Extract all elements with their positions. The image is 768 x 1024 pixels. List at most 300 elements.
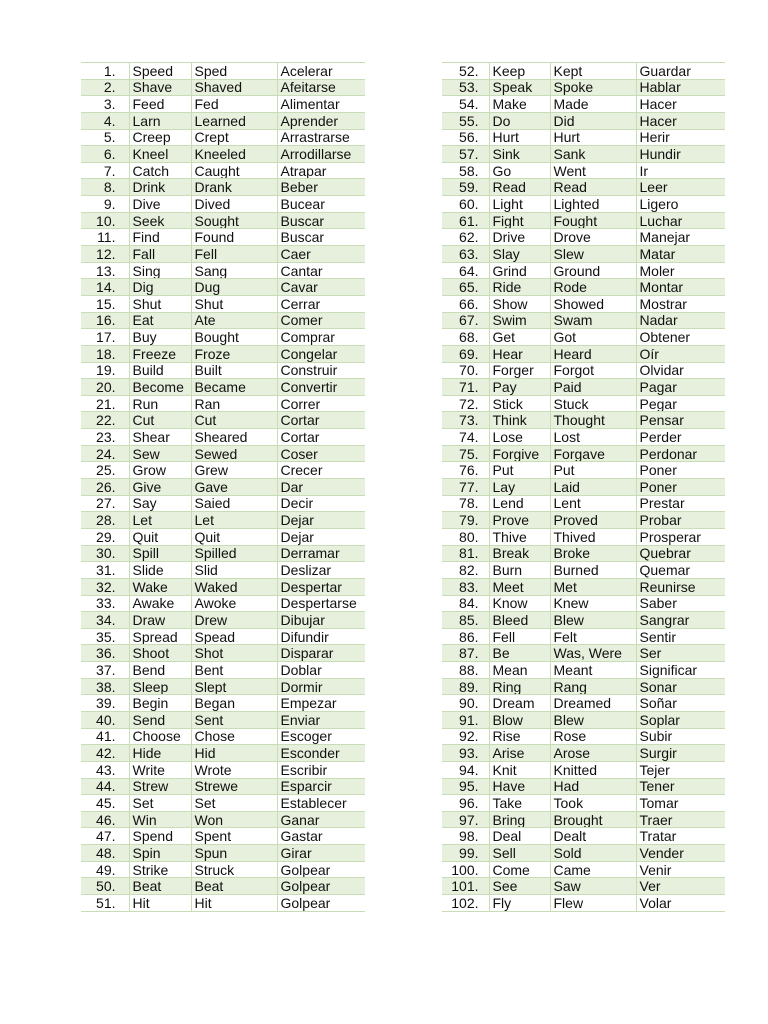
spanish-translation: Tomar (636, 795, 725, 812)
verb-base-form: Fell (489, 628, 550, 645)
table-row (442, 811, 725, 828)
row-number: 7. (81, 162, 129, 179)
verb-base-form: Bend (129, 662, 191, 679)
table-row (442, 711, 725, 728)
row-number: 23. (81, 429, 129, 446)
spanish-translation: Ligero (636, 196, 725, 213)
row-number: 96. (442, 795, 489, 812)
table-row (81, 828, 365, 845)
verb-past-form: Sent (191, 711, 277, 728)
row-number: 101. (442, 878, 489, 895)
spanish-translation: Sangrar (636, 612, 725, 629)
row-number: 9. (81, 196, 129, 213)
table-row (81, 262, 365, 279)
table-row (442, 362, 725, 379)
spanish-translation: Girar (277, 845, 365, 862)
verb-past-form: Learned (191, 112, 277, 129)
table-row (442, 212, 725, 229)
table-row (442, 562, 725, 579)
row-number: 98. (442, 828, 489, 845)
verb-base-form: Freeze (129, 345, 191, 362)
row-number: 83. (442, 578, 489, 595)
verb-table-right (442, 62, 725, 912)
table-row (442, 761, 725, 778)
verb-past-form: Became (191, 379, 277, 396)
table-row (442, 395, 725, 412)
spanish-translation: Cerrar (277, 295, 365, 312)
row-number: 10. (81, 212, 129, 229)
verb-past-form: Sought (191, 212, 277, 229)
verb-past-form: Drove (550, 229, 636, 246)
verb-base-form: Rise (489, 728, 550, 745)
row-number: 75. (442, 445, 489, 462)
spanish-translation: Tener (636, 778, 725, 795)
spanish-translation: Dormir (277, 678, 365, 695)
row-number: 80. (442, 528, 489, 545)
row-number: 25. (81, 462, 129, 479)
table-row (442, 845, 725, 862)
verb-past-form: Ate (191, 312, 277, 329)
spanish-translation: Golpear (277, 861, 365, 878)
spanish-translation: Prestar (636, 495, 725, 512)
spanish-translation: Quebrar (636, 545, 725, 562)
table-row (81, 728, 365, 745)
verb-base-form: Be (489, 645, 550, 662)
row-number: 45. (81, 795, 129, 812)
table-row (81, 811, 365, 828)
verb-base-form: Knit (489, 761, 550, 778)
row-number: 8. (81, 179, 129, 196)
verb-base-form: Strew (129, 778, 191, 795)
verb-base-form: Quit (129, 528, 191, 545)
table-row (81, 578, 365, 595)
verb-base-form: Become (129, 379, 191, 396)
spanish-translation: Pensar (636, 412, 725, 429)
verb-past-form: Was, Were (550, 645, 636, 662)
table-row (442, 129, 725, 146)
spanish-translation: Ver (636, 878, 725, 895)
row-number: 5. (81, 129, 129, 146)
table-row (442, 162, 725, 179)
verb-base-form: See (489, 878, 550, 895)
verb-past-form: Drew (191, 612, 277, 629)
verb-past-form: Let (191, 512, 277, 529)
verb-past-form: Froze (191, 345, 277, 362)
row-number: 85. (442, 612, 489, 629)
verb-base-form: Forgive (489, 445, 550, 462)
spanish-translation: Perder (636, 429, 725, 446)
table-row (442, 146, 725, 163)
verb-base-form: Find (129, 229, 191, 246)
verb-past-form: Lost (550, 429, 636, 446)
row-number: 49. (81, 861, 129, 878)
spanish-translation: Pegar (636, 395, 725, 412)
table-row (81, 462, 365, 479)
verb-base-form: Sell (489, 845, 550, 862)
table-row (442, 612, 725, 629)
verb-base-form: Lend (489, 495, 550, 512)
verb-base-form: Burn (489, 562, 550, 579)
table-row (81, 362, 365, 379)
spanish-translation: Subir (636, 728, 725, 745)
verb-past-form: Sewed (191, 445, 277, 462)
spanish-translation: Reunirse (636, 578, 725, 595)
verb-base-form: Take (489, 795, 550, 812)
spanish-translation: Difundir (277, 628, 365, 645)
verb-base-form: Bring (489, 811, 550, 828)
verb-past-form: Dug (191, 279, 277, 296)
verb-past-form: Hid (191, 745, 277, 762)
row-number: 30. (81, 545, 129, 562)
spanish-translation: Establecer (277, 795, 365, 812)
row-number: 4. (81, 112, 129, 129)
spanish-translation: Traer (636, 811, 725, 828)
spanish-translation: Soplar (636, 711, 725, 728)
table-row (442, 728, 725, 745)
row-number: 77. (442, 479, 489, 496)
row-number: 11. (81, 229, 129, 246)
verb-past-form: Felt (550, 628, 636, 645)
verb-past-form: Blew (550, 612, 636, 629)
table-row (81, 412, 365, 429)
verb-past-form: Forgave (550, 445, 636, 462)
verb-past-form: Set (191, 795, 277, 812)
verb-base-form: Set (129, 795, 191, 812)
row-number: 3. (81, 96, 129, 113)
verb-past-form: Shut (191, 295, 277, 312)
verb-base-form: Hide (129, 745, 191, 762)
verb-base-form: Run (129, 395, 191, 412)
verb-base-form: Mean (489, 662, 550, 679)
verb-past-form: Dreamed (550, 695, 636, 712)
verb-base-form: Put (489, 462, 550, 479)
verb-base-form: Get (489, 329, 550, 346)
table-row (81, 212, 365, 229)
table-row (81, 445, 365, 462)
verb-past-form: Drank (191, 179, 277, 196)
verb-past-form: Spoke (550, 79, 636, 96)
verb-base-form: Wake (129, 578, 191, 595)
table-row (442, 246, 725, 263)
row-number: 95. (442, 778, 489, 795)
verb-past-form: Swam (550, 312, 636, 329)
verb-past-form: Came (550, 861, 636, 878)
spanish-translation: Crecer (277, 462, 365, 479)
verb-past-form: Slept (191, 678, 277, 695)
row-number: 71. (442, 379, 489, 396)
spanish-translation: Cortar (277, 412, 365, 429)
spanish-translation: Cantar (277, 262, 365, 279)
verb-past-form: Laid (550, 479, 636, 496)
row-number: 18. (81, 345, 129, 362)
row-number: 40. (81, 711, 129, 728)
verb-base-form: Sing (129, 262, 191, 279)
row-number: 27. (81, 495, 129, 512)
table-row (81, 379, 365, 396)
verb-base-form: Kneel (129, 146, 191, 163)
table-row (81, 695, 365, 712)
row-number: 74. (442, 429, 489, 446)
verb-past-form: Brought (550, 811, 636, 828)
spanish-translation: Despertarse (277, 595, 365, 612)
row-number: 53. (442, 79, 489, 96)
verb-base-form: Stick (489, 395, 550, 412)
spanish-translation: Despertar (277, 578, 365, 595)
verb-base-form: Know (489, 595, 550, 612)
verb-base-form: Draw (129, 612, 191, 629)
table-row (442, 379, 725, 396)
verb-base-form: Fight (489, 212, 550, 229)
table-row (81, 179, 365, 196)
verb-base-form: Speed (129, 63, 191, 80)
row-number: 12. (81, 246, 129, 263)
spanish-translation: Ir (636, 162, 725, 179)
verb-base-form: Shear (129, 429, 191, 446)
table-row (442, 96, 725, 113)
verb-base-form: Choose (129, 728, 191, 745)
row-number: 60. (442, 196, 489, 213)
spanish-translation: Luchar (636, 212, 725, 229)
verb-past-form: Blew (550, 711, 636, 728)
row-number: 51. (81, 895, 129, 912)
spanish-translation: Cortar (277, 429, 365, 446)
verb-base-form: Arise (489, 745, 550, 762)
verb-past-form: Proved (550, 512, 636, 529)
spanish-translation: Cavar (277, 279, 365, 296)
row-number: 94. (442, 761, 489, 778)
spanish-translation: Deslizar (277, 562, 365, 579)
verb-base-form: Lay (489, 479, 550, 496)
spanish-translation: Buscar (277, 212, 365, 229)
verb-base-form: Light (489, 196, 550, 213)
table-row (442, 462, 725, 479)
verb-past-form: Gave (191, 479, 277, 496)
verb-past-form: Grew (191, 462, 277, 479)
verb-past-form: Heard (550, 345, 636, 362)
verb-past-form: Bought (191, 329, 277, 346)
table-row (442, 662, 725, 679)
verb-past-form: Quit (191, 528, 277, 545)
verb-base-form: Eat (129, 312, 191, 329)
spanish-translation: Comprar (277, 329, 365, 346)
spanish-translation: Montar (636, 279, 725, 296)
table-row (442, 628, 725, 645)
spanish-translation: Dejar (277, 528, 365, 545)
table-row (81, 628, 365, 645)
row-number: 70. (442, 362, 489, 379)
verb-past-form: Fed (191, 96, 277, 113)
table-row (442, 196, 725, 213)
spanish-translation: Significar (636, 662, 725, 679)
verb-past-form: Arose (550, 745, 636, 762)
verb-base-form: Have (489, 778, 550, 795)
row-number: 37. (81, 662, 129, 679)
verb-base-form: Slide (129, 562, 191, 579)
verb-base-form: Catch (129, 162, 191, 179)
verb-base-form: Drive (489, 229, 550, 246)
verb-past-form: Fought (550, 212, 636, 229)
spanish-translation: Prosperar (636, 528, 725, 545)
table-row (81, 895, 365, 912)
row-number: 19. (81, 362, 129, 379)
verb-base-form: Bleed (489, 612, 550, 629)
table-row (442, 279, 725, 296)
verb-past-form: Caught (191, 162, 277, 179)
row-number: 13. (81, 262, 129, 279)
spanish-translation: Coser (277, 445, 365, 462)
verb-past-form: Thought (550, 412, 636, 429)
spanish-translation: Escoger (277, 728, 365, 745)
verb-base-form: Build (129, 362, 191, 379)
verb-base-form: Fly (489, 895, 550, 912)
spanish-translation: Acelerar (277, 63, 365, 80)
verb-past-form: Made (550, 96, 636, 113)
verb-base-form: Dream (489, 695, 550, 712)
row-number: 17. (81, 329, 129, 346)
verb-past-form: Got (550, 329, 636, 346)
table-row (81, 246, 365, 263)
verb-base-form: Give (129, 479, 191, 496)
row-number: 36. (81, 645, 129, 662)
spanish-translation: Ser (636, 645, 725, 662)
verb-table-right-body (442, 63, 725, 912)
row-number: 35. (81, 628, 129, 645)
verb-base-form: Shut (129, 295, 191, 312)
verb-past-form: Kept (550, 63, 636, 80)
spanish-translation: Quemar (636, 562, 725, 579)
verb-past-form: Spun (191, 845, 277, 862)
spanish-translation: Esparcir (277, 778, 365, 795)
verb-base-form: Sew (129, 445, 191, 462)
verb-base-form: Ring (489, 678, 550, 695)
verb-past-form: Struck (191, 861, 277, 878)
table-row (442, 645, 725, 662)
row-number: 16. (81, 312, 129, 329)
spanish-translation: Poner (636, 462, 725, 479)
verb-past-form: Sheared (191, 429, 277, 446)
verb-past-form: Crept (191, 129, 277, 146)
row-number: 43. (81, 761, 129, 778)
table-row (81, 479, 365, 496)
row-number: 102. (442, 895, 489, 912)
row-number: 93. (442, 745, 489, 762)
row-number: 57. (442, 146, 489, 163)
row-number: 97. (442, 811, 489, 828)
row-number: 56. (442, 129, 489, 146)
table-row (81, 279, 365, 296)
verb-base-form: Blow (489, 711, 550, 728)
row-number: 62. (442, 229, 489, 246)
spanish-translation: Doblar (277, 662, 365, 679)
table-row (81, 662, 365, 679)
table-row (442, 512, 725, 529)
spanish-translation: Arrodillarse (277, 146, 365, 163)
row-number: 78. (442, 495, 489, 512)
verb-base-form: Show (489, 295, 550, 312)
verb-base-form: Read (489, 179, 550, 196)
table-row (81, 528, 365, 545)
row-number: 90. (442, 695, 489, 712)
table-row (81, 711, 365, 728)
verb-past-form: Did (550, 112, 636, 129)
verb-base-form: Pay (489, 379, 550, 396)
verb-base-form: Slay (489, 246, 550, 263)
verb-past-form: Put (550, 462, 636, 479)
spanish-translation: Construir (277, 362, 365, 379)
spanish-translation: Convertir (277, 379, 365, 396)
spanish-translation: Matar (636, 246, 725, 263)
table-row (81, 612, 365, 629)
verb-base-form: Spend (129, 828, 191, 845)
spanish-translation: Atrapar (277, 162, 365, 179)
table-row (442, 179, 725, 196)
verb-past-form: Began (191, 695, 277, 712)
table-row (81, 845, 365, 862)
verb-base-form: Awake (129, 595, 191, 612)
row-number: 33. (81, 595, 129, 612)
row-number: 87. (442, 645, 489, 662)
spanish-translation: Decir (277, 495, 365, 512)
verb-table-left-body (81, 63, 365, 912)
spanish-translation: Aprender (277, 112, 365, 129)
verb-base-form: Sleep (129, 678, 191, 695)
verb-past-form: Rose (550, 728, 636, 745)
row-number: 1. (81, 63, 129, 80)
verb-base-form: Win (129, 811, 191, 828)
spanish-translation: Hablar (636, 79, 725, 96)
verb-past-form: Hurt (550, 129, 636, 146)
spanish-translation: Leer (636, 179, 725, 196)
verb-past-form: Kneeled (191, 146, 277, 163)
spanish-translation: Dibujar (277, 612, 365, 629)
row-number: 59. (442, 179, 489, 196)
row-number: 82. (442, 562, 489, 579)
table-row (81, 545, 365, 562)
verb-base-form: Swim (489, 312, 550, 329)
spanish-translation: Escribir (277, 761, 365, 778)
table-row (442, 578, 725, 595)
row-number: 24. (81, 445, 129, 462)
verb-past-form: Meant (550, 662, 636, 679)
table-row (81, 678, 365, 695)
verb-past-form: Flew (550, 895, 636, 912)
row-number: 99. (442, 845, 489, 862)
spanish-translation: Nadar (636, 312, 725, 329)
verb-past-form: Knew (550, 595, 636, 612)
verb-past-form: Broke (550, 545, 636, 562)
row-number: 69. (442, 345, 489, 362)
table-row (442, 861, 725, 878)
row-number: 64. (442, 262, 489, 279)
row-number: 73. (442, 412, 489, 429)
table-row (442, 795, 725, 812)
row-number: 79. (442, 512, 489, 529)
verb-past-form: Hit (191, 895, 277, 912)
verb-past-form: Slew (550, 246, 636, 263)
table-row (442, 345, 725, 362)
spanish-translation: Herir (636, 129, 725, 146)
verb-base-form: Larn (129, 112, 191, 129)
verb-base-form: Ride (489, 279, 550, 296)
spanish-translation: Dejar (277, 512, 365, 529)
verb-past-form: Waked (191, 578, 277, 595)
table-row (442, 528, 725, 545)
verb-past-form: Lent (550, 495, 636, 512)
verb-past-form: Awoke (191, 595, 277, 612)
row-number: 86. (442, 628, 489, 645)
verb-base-form: Think (489, 412, 550, 429)
table-row (442, 828, 725, 845)
